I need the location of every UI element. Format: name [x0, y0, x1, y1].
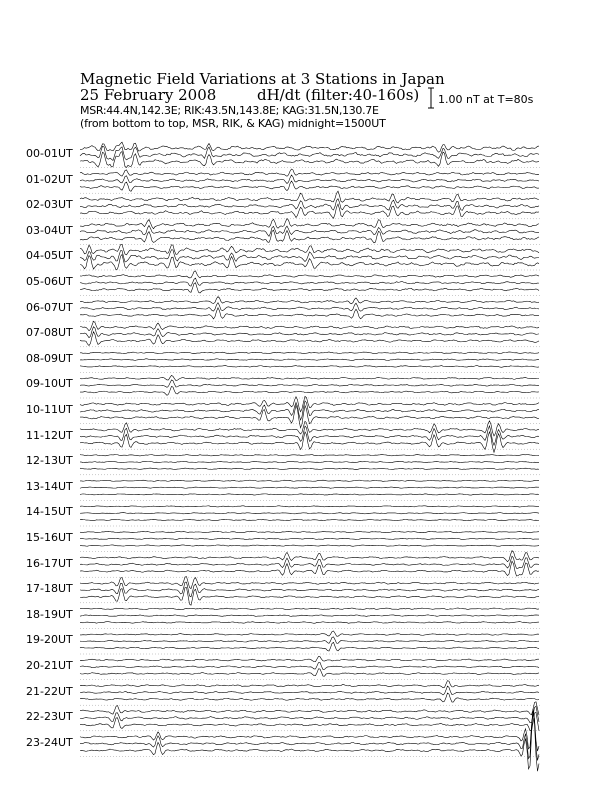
row-label-23-24UT: 23-24UT [26, 735, 73, 749]
trace-RIK-22-23UT [80, 706, 539, 722]
trace-KAG-00-01UT [80, 142, 539, 152]
row-label-06-07UT: 06-07UT [26, 300, 73, 314]
trace-RIK-20-21UT [80, 662, 539, 669]
row-label-03-04UT: 03-04UT [26, 223, 73, 237]
trace-group [80, 142, 540, 771]
trace-KAG-13-14UT [80, 480, 539, 481]
row-label-18-19UT: 18-19UT [26, 607, 73, 621]
trace-KAG-23-24UT [80, 710, 539, 751]
trace-KAG-16-17UT [80, 551, 539, 562]
trace-KAG-15-16UT [80, 531, 539, 533]
row-label-09-10UT: 09-10UT [26, 377, 73, 391]
trace-KAG-03-04UT [80, 219, 539, 229]
trace-RIK-17-18UT [80, 582, 539, 597]
trace-MSR-00-01UT [80, 152, 539, 168]
row-label-10-11UT: 10-11UT [26, 403, 73, 416]
trace-KAG-19-20UT [80, 631, 539, 636]
chart-date: 25 February 2008 [80, 86, 217, 104]
trace-MSR-12-13UT [80, 468, 539, 469]
trace-RIK-08-09UT [80, 359, 539, 361]
scale-bar-label: 1.00 nT at T=80s [438, 93, 534, 106]
trace-KAG-04-05UT [80, 244, 539, 255]
trace-MSR-08-09UT [80, 366, 539, 368]
trace-RIK-09-10UT [80, 380, 539, 387]
trace-KAG-14-15UT [80, 506, 539, 507]
row-label-13-14UT: 13-14UT [26, 479, 73, 493]
trace-RIK-01-02UT [80, 175, 539, 184]
trace-KAG-07-08UT [80, 321, 539, 330]
row-label-15-16UT: 15-16UT [26, 531, 73, 544]
trace-KAG-01-02UT [80, 169, 539, 176]
trace-KAG-17-18UT [80, 577, 539, 589]
trace-MSR-01-02UT [80, 181, 539, 191]
row-label-21-22UT: 21-22UT [26, 684, 73, 698]
trace-MSR-23-24UT [80, 711, 539, 772]
trace-MSR-13-14UT [80, 494, 539, 495]
row-label-22-23UT: 22-23UT [26, 710, 73, 724]
trace-KAG-20-21UT [80, 656, 539, 661]
trace-KAG-08-09UT [80, 352, 539, 354]
trace-RIK-03-04UT [80, 225, 539, 236]
trace-KAG-05-06UT [80, 271, 539, 278]
trace-RIK-21-22UT [80, 686, 539, 695]
row-label-07-08UT: 07-08UT [26, 326, 73, 340]
trace-KAG-21-22UT [80, 681, 539, 688]
trace-MSR-10-11UT [80, 405, 539, 428]
trace-MSR-14-15UT [80, 519, 539, 520]
trace-KAG-09-10UT [80, 375, 539, 380]
trace-RIK-07-08UT [80, 327, 539, 338]
trace-KAG-06-07UT [80, 297, 539, 304]
trace-RIK-19-20UT [80, 637, 539, 644]
row-label-14-15UT: 14-15UT [26, 505, 73, 519]
row-label-02-03UT: 02-03UT [26, 198, 73, 212]
chart-quantity: dH/dt (filter:40-160s) [257, 86, 420, 104]
trace-RIK-00-01UT [80, 146, 539, 160]
trace-MSR-18-19UT [80, 622, 539, 624]
trace-KAG-10-11UT [80, 396, 539, 411]
trace-MSR-09-10UT [80, 386, 539, 395]
row-label-01-02UT: 01-02UT [26, 172, 73, 186]
trace-RIK-23-24UT [80, 709, 539, 761]
trace-MSR-19-20UT [80, 642, 539, 651]
trace-MSR-05-06UT [80, 283, 539, 293]
chart-title: Magnetic Field Variations at 3 Stations in Japan [80, 70, 445, 88]
row-label-11-12UT: 11-12UT [26, 428, 73, 442]
row-label-00-01UT: 00-01UT [26, 147, 73, 160]
trace-RIK-14-15UT [80, 513, 539, 514]
row-label-08-09UT: 08-09UT [26, 351, 73, 365]
trace-KAG-18-19UT [80, 608, 539, 610]
trace-RIK-13-14UT [80, 487, 539, 488]
row-label-16-17UT: 16-17UT [26, 556, 73, 570]
trace-MSR-22-23UT [80, 712, 539, 730]
trace-RIK-05-06UT [80, 278, 539, 286]
row-label-05-06UT: 05-06UT [26, 275, 73, 288]
row-label-20-21UT: 20-21UT [26, 659, 73, 672]
trace-KAG-12-13UT [80, 455, 539, 456]
trace-RIK-06-07UT [80, 303, 539, 311]
row-label-12-13UT: 12-13UT [26, 454, 73, 468]
trace-RIK-18-19UT [80, 615, 539, 617]
trace-MSR-15-16UT [80, 545, 539, 546]
trace-MSR-20-21UT [80, 669, 539, 676]
scale-bar [428, 88, 434, 108]
trace-KAG-22-23UT [80, 702, 539, 715]
row-label-17-18UT: 17-18UT [26, 582, 73, 596]
station-order-note: (from bottom to top, MSR, RIK, & KAG) midnight=1500UT [80, 117, 386, 130]
trace-RIK-12-13UT [80, 461, 539, 462]
row-label-19-20UT: 19-20UT [26, 633, 73, 647]
trace-MSR-21-22UT [80, 693, 539, 702]
row-label-04-05UT: 04-05UT [26, 249, 73, 263]
station-coordinates: MSR:44.4N,142.3E; RIK:43.5N,143.8E; KAG:31.5N,130.7E [80, 104, 379, 117]
trace-RIK-15-16UT [80, 538, 539, 539]
